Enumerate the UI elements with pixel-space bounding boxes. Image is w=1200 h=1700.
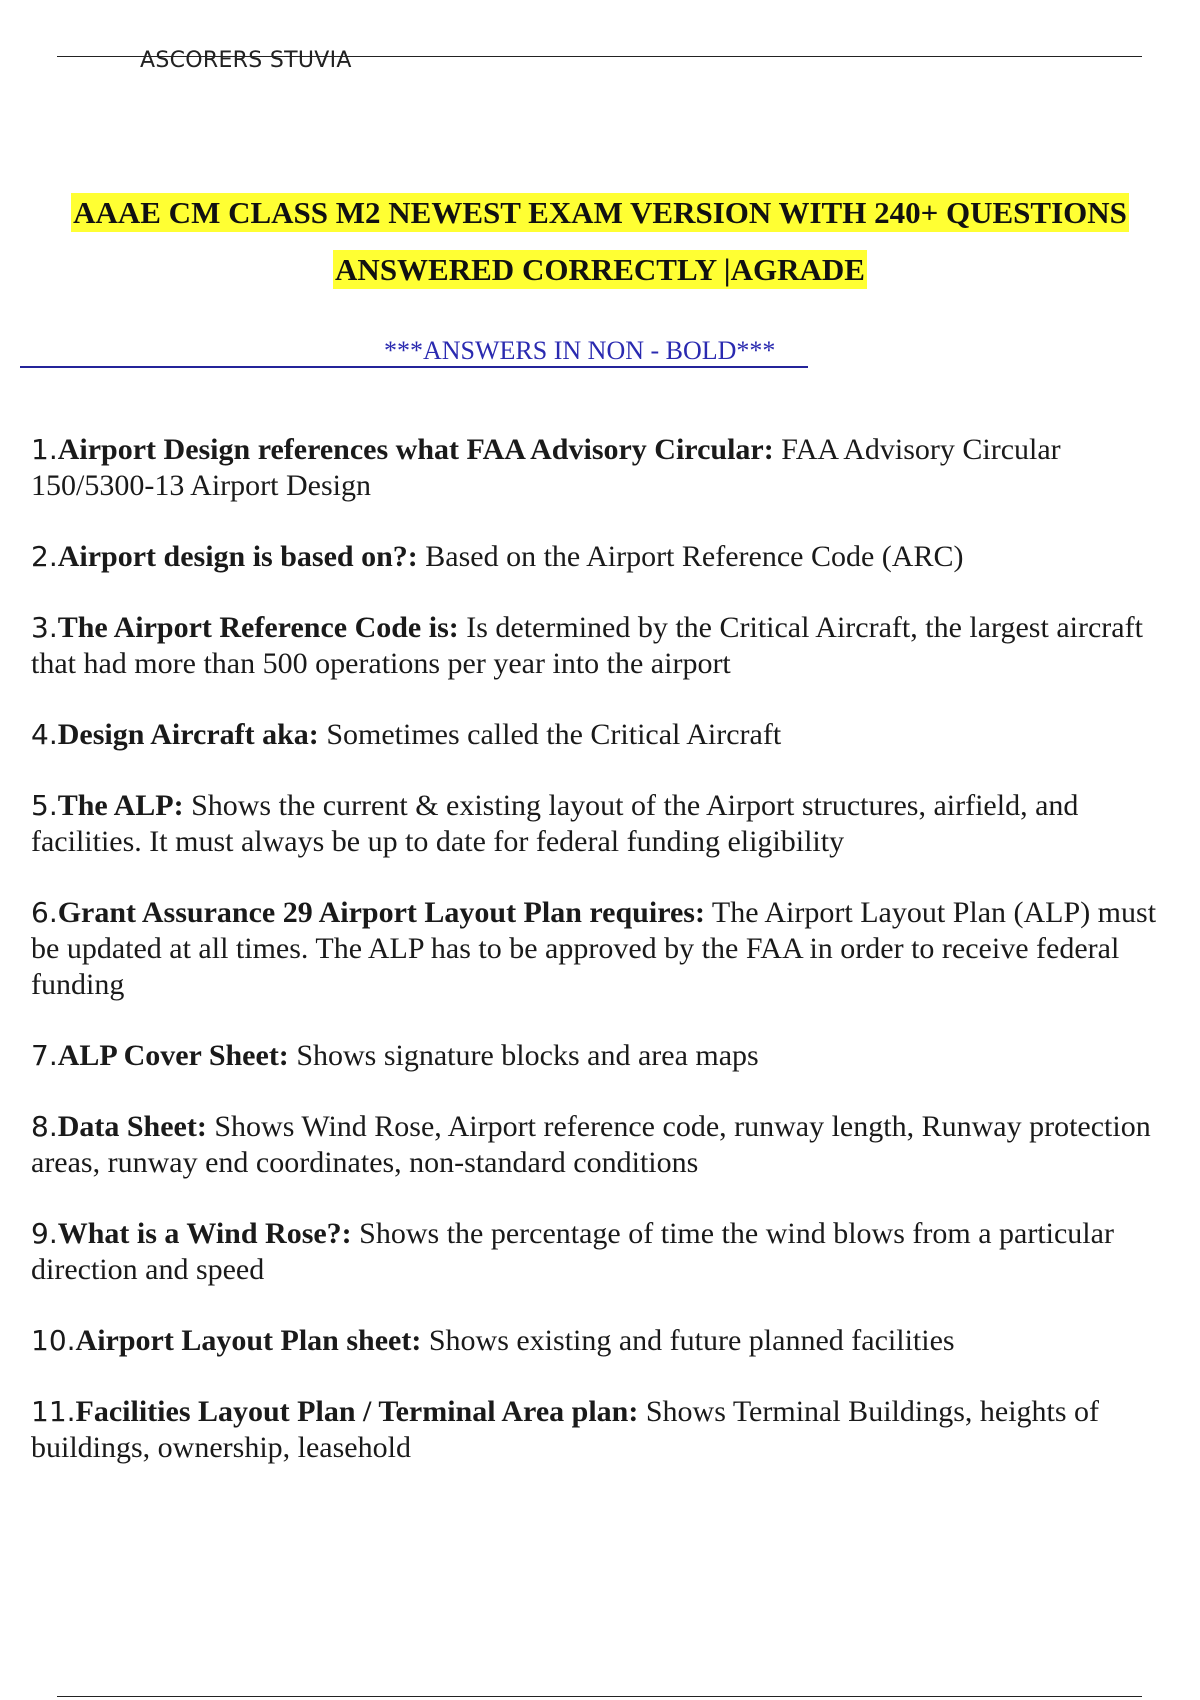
item-number: 9. [31,1217,58,1250]
list-item [31,1216,1181,1288]
item-answer: FAA Advisory Circular 150/5300-13 Airport Design [31,433,1061,502]
item-answer: Based on the Airport Reference Code (ARC) [417,540,964,573]
list-item [31,895,1181,1003]
title-line-2: ANSWERED CORRECTLY |AGRADE [335,252,865,287]
item-answer: Is determined by the Critical Aircraft, the largest aircraft that had more than 500 operations per year into the airport [31,611,1143,680]
list-item [31,1323,1181,1359]
item-answer: Shows Wind Rose, Airport reference code, runway length, Runway protection areas, runway end coordinates, non-standard conditions [31,1110,1151,1179]
item-answer: Shows Terminal Buildings, heights of buildings, ownership, leasehold [31,1395,1100,1464]
item-number: 4. [31,718,58,751]
item-answer: Shows the current & existing layout of the Airport structures, airfield, and facilities. It must always be up to date for federal funding eligibility [31,789,1079,858]
subtitle: ***ANSWERS IN NON - BOLD*** [384,336,776,365]
item-question: Grant Assurance 29 Airport Layout Plan requires: [57,896,705,929]
item-number: 10. [31,1324,76,1357]
item-answer: Sometimes called the Critical Aircraft [318,718,782,751]
title-line-1: AAAE CM CLASS M2 NEWEST EXAM VERSION WITH 240+ QUESTIONS [73,195,1127,230]
item-number: 11. [31,1395,76,1428]
list-item [31,432,1181,504]
qa-list [31,432,1181,1501]
item-question: Design Aircraft aka: [57,718,319,751]
item-number: 3. [31,611,58,644]
header-text: ASCORERS STUVIA [140,48,352,73]
item-number: 7. [31,1039,58,1072]
item-question: ALP Cover Sheet: [57,1039,289,1072]
list-item [31,788,1181,860]
item-number: 1. [31,433,58,466]
item-answer: Shows signature blocks and area maps [288,1039,759,1072]
list-item [31,539,1181,575]
subtitle-underline [20,336,808,368]
document-title [0,184,1200,298]
item-question: The ALP: [57,789,184,822]
item-number: 5. [31,789,58,822]
item-question: Airport design is based on?: [57,540,418,573]
item-answer: The Airport Layout Plan (ALP) must be updated at all times. The ALP has to be approved by the FAA in order to receive federal funding [31,896,1157,1001]
item-answer: Shows existing and future planned facilities [421,1324,955,1357]
list-item [31,717,1181,753]
footer-rule [57,1696,1142,1697]
item-question: Airport Design references what FAA Advisory Circular: [57,433,774,466]
item-number: 6. [31,896,58,929]
item-question: What is a Wind Rose?: [57,1217,352,1250]
item-question: Data Sheet: [57,1110,207,1143]
list-item [31,1109,1181,1181]
list-item [31,1038,1181,1074]
item-question: The Airport Reference Code is: [57,611,459,644]
list-item [31,610,1181,682]
item-number: 8. [31,1110,58,1143]
item-answer: Shows the percentage of time the wind blows from a particular direction and speed [31,1217,1114,1286]
item-number: 2. [31,540,58,573]
list-item [31,1394,1181,1466]
item-question: Airport Layout Plan sheet: [75,1324,422,1357]
item-question: Facilities Layout Plan / Terminal Area plan: [75,1395,639,1428]
